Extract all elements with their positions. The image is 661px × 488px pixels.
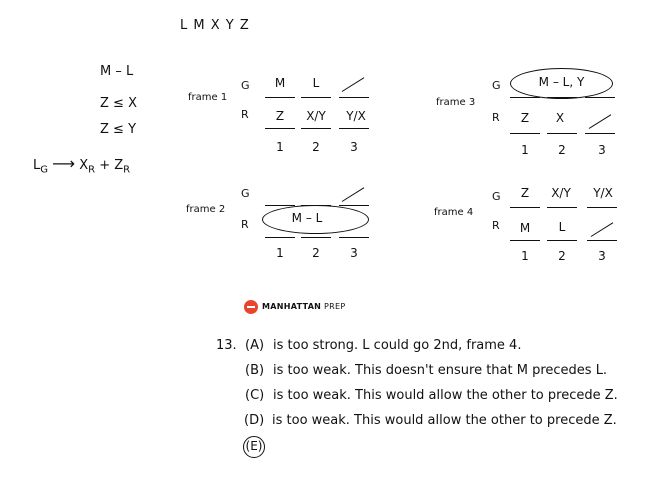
frame3-top-line1	[510, 97, 540, 98]
frame2-label: frame 2	[186, 204, 226, 215]
frame3-r-slot2: X	[555, 111, 565, 125]
frame3-num2: 2	[558, 143, 566, 157]
answer-c-text: is too weak. This would allow the other to precede Z.	[273, 388, 618, 403]
frame4-r-slot3-empty	[591, 222, 614, 237]
rule-z-before-y: Z ≤ Y	[100, 122, 137, 137]
rule-conditional	[33, 154, 130, 176]
frame1-top-line3	[339, 97, 369, 98]
frame2-num3: 3	[350, 246, 358, 260]
frame1-r-slot3: Y/X	[346, 109, 366, 123]
manhattan-prep-logo-icon	[244, 300, 258, 314]
rule-sub-r2: R	[123, 164, 131, 176]
frame4-bottom-line2	[547, 240, 577, 241]
answer-e-circled: (E)	[243, 436, 265, 458]
frame4-top-line3	[587, 207, 617, 208]
frame2-g-label: G	[241, 187, 250, 200]
variables-header: L M X Y Z	[180, 18, 250, 33]
frame2-bottom-line3	[339, 237, 369, 238]
frame1-r-label: R	[241, 108, 249, 121]
frame1-bottom-line3	[339, 128, 369, 129]
rule-z: Z	[114, 158, 124, 173]
frame3-num3: 3	[598, 143, 606, 157]
question-number: 13.	[216, 338, 237, 353]
frame3-label: frame 3	[436, 97, 476, 108]
frame3-bottom-line2	[547, 133, 577, 134]
rule-m-before-l: M – L	[100, 64, 134, 79]
frame4-num2: 2	[558, 249, 566, 263]
frame2-bottom-line1	[265, 237, 295, 238]
answer-b-letter: (B)	[245, 363, 265, 378]
frame4-r-label: R	[492, 219, 500, 232]
answer-a-text: is too strong. L could go 2nd, frame 4.	[273, 338, 522, 353]
arrow-icon: ⟶	[52, 154, 76, 173]
rule-plus: +	[99, 158, 111, 173]
frame4-num1: 1	[521, 249, 529, 263]
frame4-top-line2	[547, 207, 577, 208]
frame2-num2: 2	[312, 246, 320, 260]
answer-c-letter: (C)	[245, 388, 265, 403]
frame3-top-line3	[585, 97, 615, 98]
frame1-bottom-line2	[301, 128, 331, 129]
frame2-r-label: R	[241, 218, 249, 231]
frame2-g-slot3-empty	[342, 187, 365, 202]
frame4-label: frame 4	[434, 207, 474, 218]
frame1-g-label: G	[241, 79, 250, 92]
rule-sub-r1: R	[88, 164, 96, 176]
frame4-g-slot3: Y/X	[593, 186, 613, 200]
answer-d-letter: (D)	[244, 413, 265, 428]
frame3-ellipse-text: M – L, Y	[538, 75, 585, 89]
frame4-r-slot1: M	[519, 221, 531, 235]
answer-b-text: is too weak. This doesn't ensure that M precedes L.	[273, 363, 608, 378]
rule-x: X	[79, 158, 89, 173]
frame4-bottom-line3	[587, 240, 617, 241]
frame4-num3: 3	[598, 249, 606, 263]
frame1-g-slot3-empty	[342, 77, 365, 92]
frame1-num1: 1	[276, 140, 284, 154]
frame1-g-slot1: M	[274, 76, 286, 90]
logo-text	[262, 302, 346, 311]
frame1-label: frame 1	[188, 92, 228, 103]
frame1-r-slot2: X/Y	[306, 109, 326, 123]
rule-l: L	[33, 158, 41, 173]
frame3-g-label: G	[492, 79, 501, 92]
rule-z-before-x: Z ≤ X	[100, 96, 137, 111]
frame1-num3: 3	[350, 140, 358, 154]
frame1-r-slot1: Z	[275, 109, 285, 123]
frame4-r-slot2: L	[558, 220, 566, 234]
frame3-bottom-line3	[585, 133, 615, 134]
answer-a-letter: (A)	[245, 338, 265, 353]
frame2-ellipse-text: M – L	[291, 211, 323, 225]
frame3-r-slot3-empty	[589, 114, 612, 129]
logo-text-bold: MANHATTAN	[262, 302, 322, 311]
frame3-r-label: R	[492, 111, 500, 124]
frame3-r-slot1: Z	[520, 111, 530, 125]
frame2-top-line3	[339, 205, 369, 206]
frame1-g-slot2: L	[312, 76, 320, 90]
frame1-num2: 2	[312, 140, 320, 154]
frame3-top-line2	[547, 97, 577, 98]
frame3-bottom-line1	[510, 133, 540, 134]
frame4-bottom-line1	[510, 240, 540, 241]
logo-text-light: PREP	[324, 302, 346, 311]
frame4-g-slot2: X/Y	[551, 186, 571, 200]
frame1-top-line2	[301, 97, 331, 98]
frame4-top-line1	[510, 207, 540, 208]
frame4-g-label: G	[492, 190, 501, 203]
frame2-num1: 1	[276, 246, 284, 260]
frame4-g-slot1: Z	[520, 186, 530, 200]
frame1-top-line1	[265, 97, 295, 98]
frame1-bottom-line1	[265, 128, 295, 129]
rule-sub-g: G	[40, 164, 48, 176]
answer-d-text: is too weak. This would allow the other to precede Z.	[272, 413, 617, 428]
frame2-bottom-line2	[301, 237, 331, 238]
frame3-num1: 1	[521, 143, 529, 157]
